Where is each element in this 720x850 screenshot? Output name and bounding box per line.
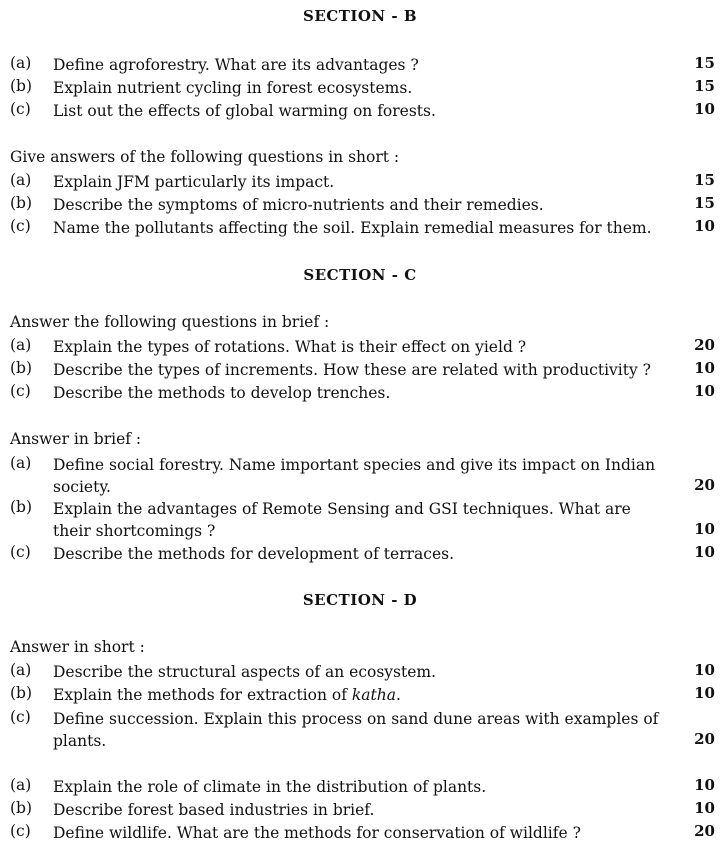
question-marks: 10 (694, 661, 715, 679)
section-instruction: Give answers of the following questions in short : (10, 148, 400, 166)
question-text: Explain the types of rotations. What is their effect on yield ? (53, 338, 527, 356)
question-text: Describe the structural aspects of an ecosystem. (53, 663, 437, 681)
question-item (0, 217, 720, 237)
question-label: (a) (10, 661, 32, 679)
question-label: (b) (10, 684, 33, 702)
question-marks: 10 (694, 520, 715, 538)
question-label: (b) (10, 77, 33, 95)
question-label: (c) (10, 382, 31, 400)
question-text: List out the effects of global warming on forests. (53, 102, 436, 120)
question-text: Define agroforestry. What are its advantages ? (53, 56, 419, 74)
question-marks: 10 (694, 359, 715, 377)
question-text-part: . (395, 686, 401, 704)
question-text: Name the pollutants affecting the soil. Explain remedial measures for them. (53, 219, 652, 237)
section-c-title: SECTION - C (303, 266, 417, 284)
section-d-title: SECTION - D (302, 591, 418, 609)
question-marks: 20 (694, 822, 715, 840)
section-instruction: Answer in short : (10, 638, 145, 656)
question-label: (a) (10, 454, 32, 472)
question-item (0, 359, 720, 379)
question-item (0, 382, 720, 402)
question-item (0, 171, 720, 191)
question-label: (c) (10, 100, 31, 118)
question-item (0, 543, 720, 563)
question-item (0, 799, 720, 819)
question-text: Explain the advantages of Remote Sensing and GSI techniques. What are their shortcomings ? (53, 500, 631, 540)
question-marks: 15 (694, 54, 715, 72)
question-item (0, 454, 720, 496)
question-item (0, 54, 720, 74)
section-instruction: Answer in brief : (10, 430, 142, 448)
question-item (0, 661, 720, 681)
question-text: Describe forest based industries in brief. (53, 801, 375, 819)
question-text: Describe the symptoms of micro-nutrients and their remedies. (53, 196, 544, 214)
question-item (0, 194, 720, 214)
question-marks: 10 (694, 382, 715, 400)
question-label: (c) (10, 708, 31, 726)
question-item (0, 336, 720, 356)
question-marks: 10 (694, 776, 715, 794)
question-text: Define social forestry. Name important species and give its impact on Indian society. (53, 456, 656, 496)
question-label: (a) (10, 776, 32, 794)
question-item (0, 100, 720, 120)
question-marks: 10 (694, 799, 715, 817)
question-item (0, 776, 720, 796)
question-label: (c) (10, 217, 31, 235)
question-label: (c) (10, 822, 31, 840)
question-marks: 20 (694, 730, 715, 748)
question-marks: 15 (694, 171, 715, 189)
question-label: (a) (10, 336, 32, 354)
section-instruction: Answer the following questions in brief : (10, 313, 330, 331)
question-marks: 20 (694, 336, 715, 354)
question-item (0, 684, 720, 704)
question-marks: 20 (694, 476, 715, 494)
question-label: (c) (10, 543, 31, 561)
question-text: Describe the methods for development of terraces. (53, 545, 454, 563)
question-item (0, 77, 720, 97)
question-label: (b) (10, 194, 33, 212)
question-item (0, 822, 720, 842)
question-marks: 10 (694, 217, 715, 235)
question-text: Define wildlife. What are the methods for conservation of wildlife ? (53, 824, 581, 842)
question-marks: 15 (694, 194, 715, 212)
question-marks: 10 (694, 100, 715, 118)
question-label: (b) (10, 359, 33, 377)
question-label: (b) (10, 799, 33, 817)
question-text: Describe the methods to develop trenches. (53, 384, 391, 402)
question-text (53, 684, 673, 706)
question-text: Explain the role of climate in the distribution of plants. (53, 778, 487, 796)
question-marks: 15 (694, 77, 715, 95)
question-label: (b) (10, 498, 33, 516)
question-label: (a) (10, 54, 32, 72)
question-text: Describe the types of increments. How these are related with productivity ? (53, 361, 651, 379)
question-marks: 10 (694, 684, 715, 702)
question-text: Explain nutrient cycling in forest ecosystems. (53, 79, 413, 97)
italic-term: katha (351, 686, 396, 704)
question-text: Explain JFM particularly its impact. (53, 173, 335, 191)
question-text-part: Explain the methods for extraction of (53, 686, 352, 704)
question-marks: 10 (694, 543, 715, 561)
question-text: Define succession. Explain this process on sand dune areas with examples of plants. (53, 710, 659, 750)
question-item (0, 708, 720, 750)
section-b-title: SECTION - B (302, 7, 417, 25)
question-label: (a) (10, 171, 32, 189)
question-item (0, 498, 720, 540)
